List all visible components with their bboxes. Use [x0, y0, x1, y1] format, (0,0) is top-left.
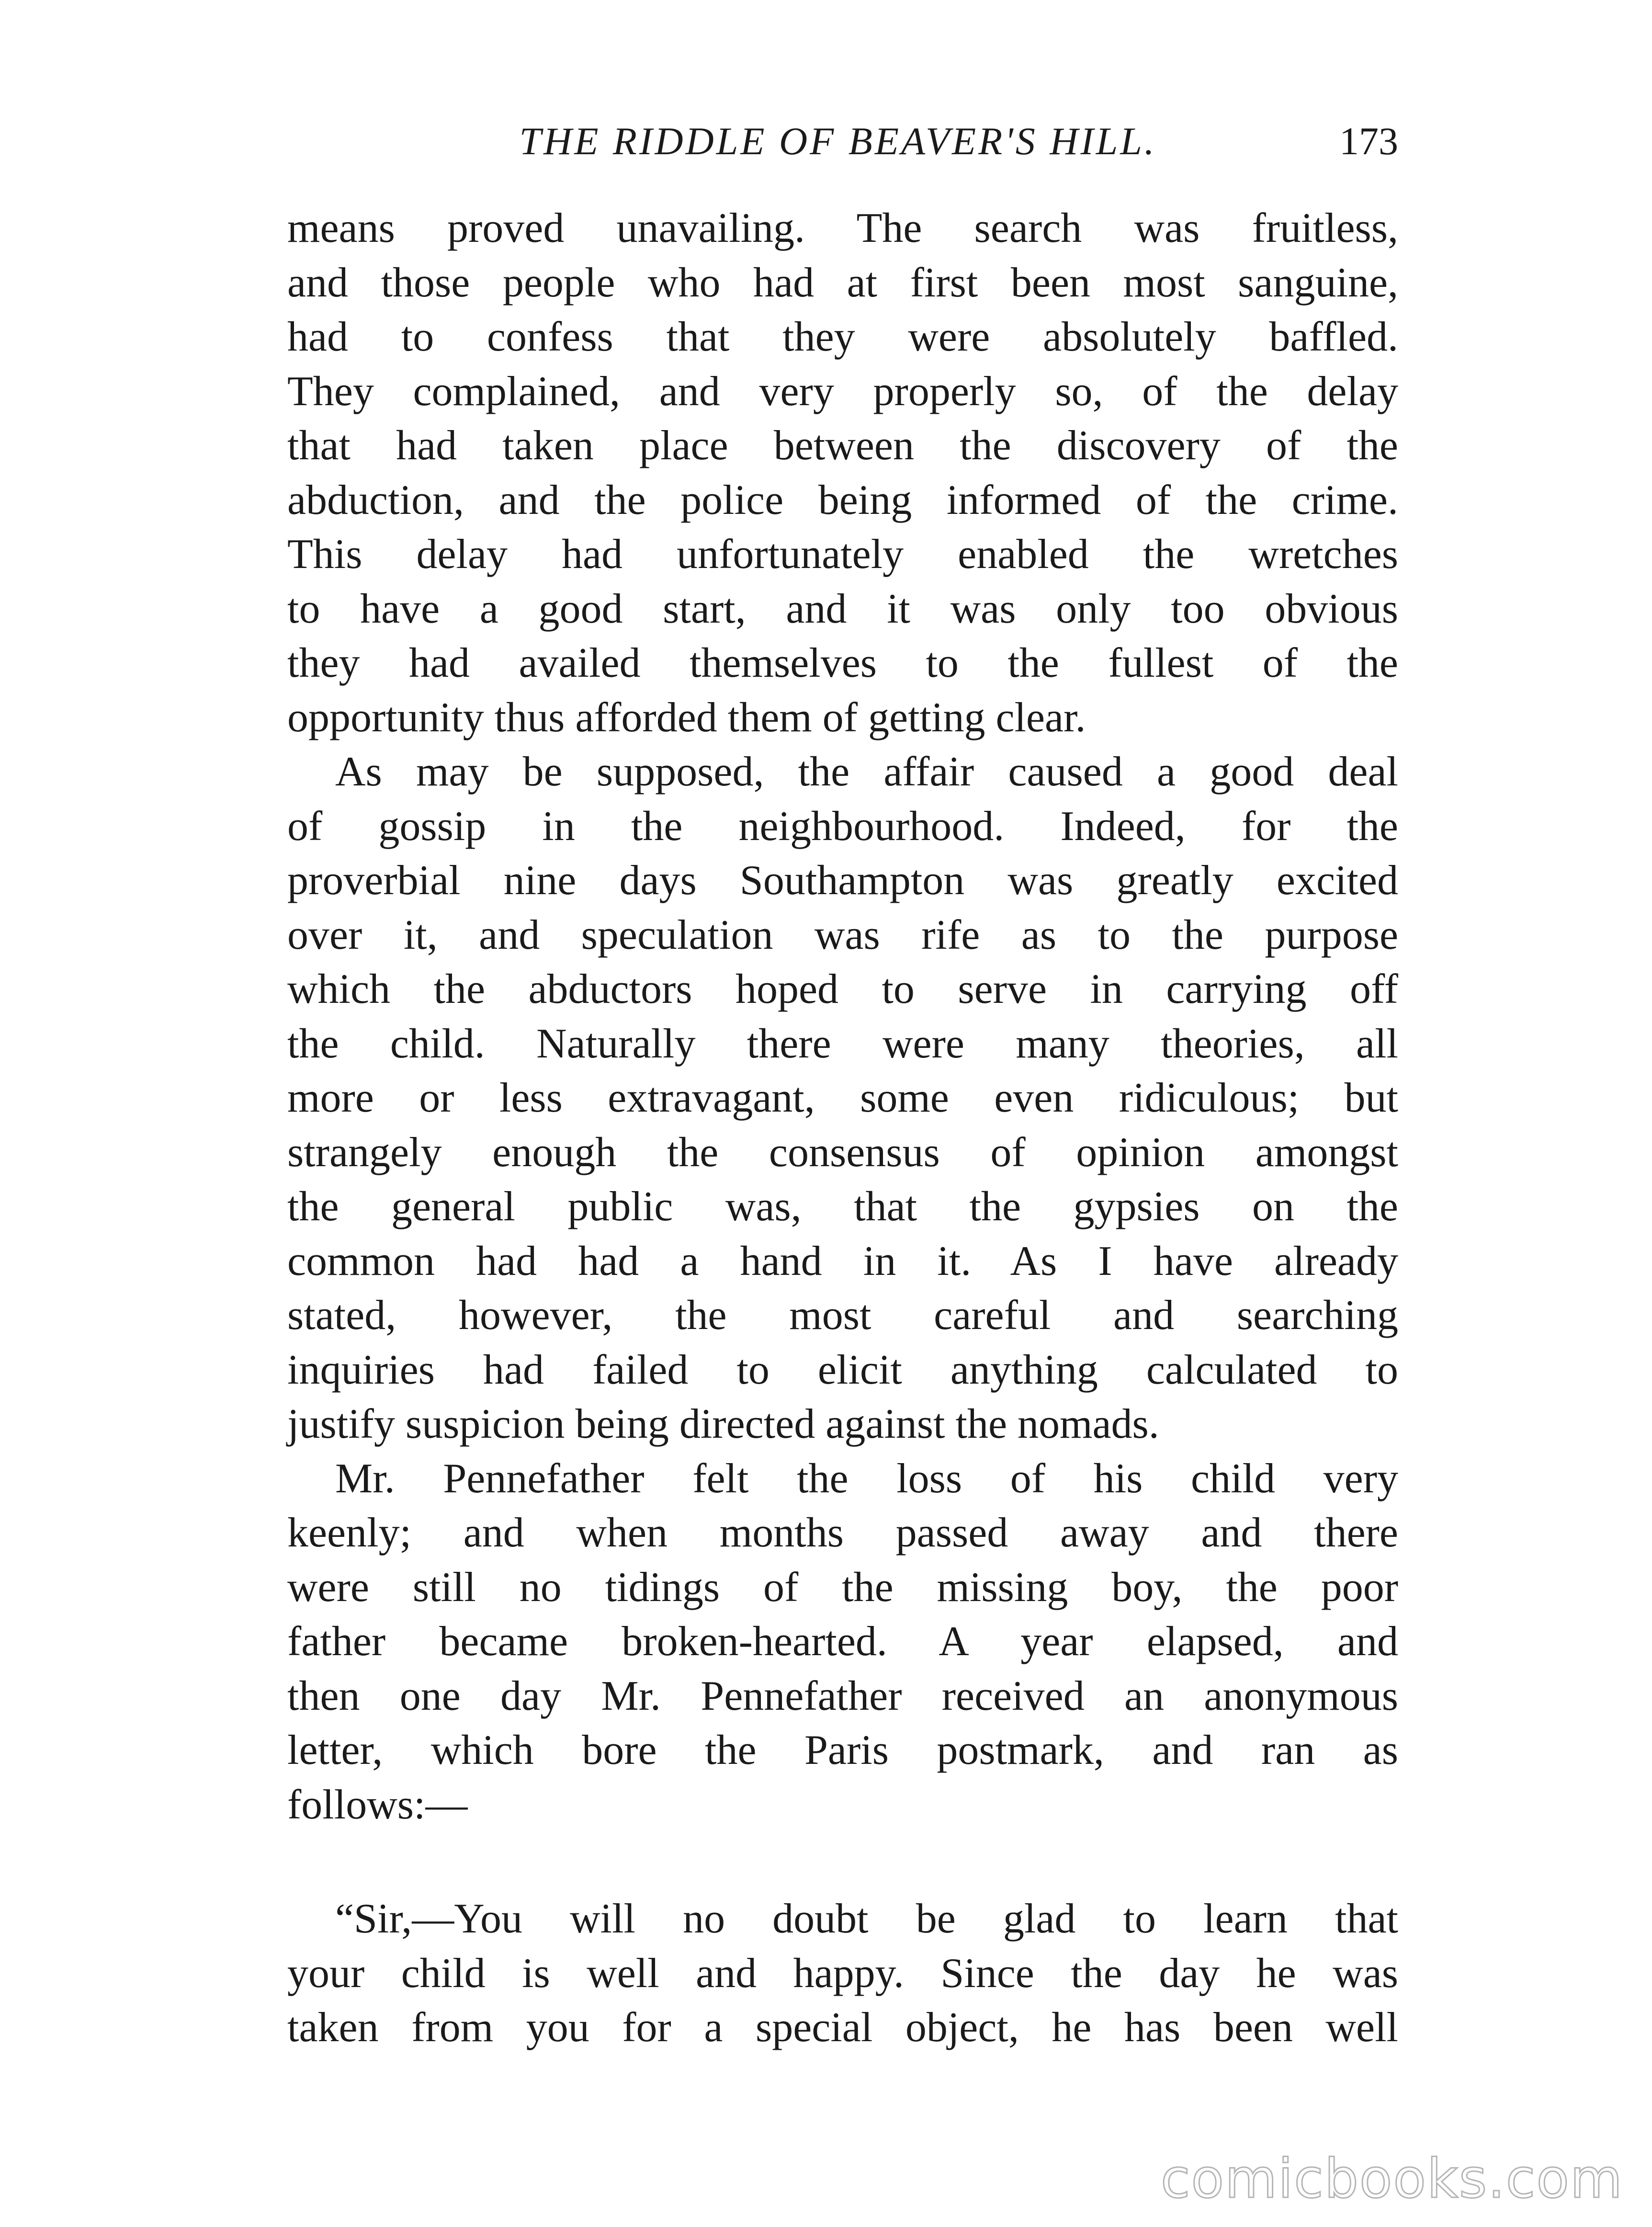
- text-line: stated, however, the most careful and searching: [287, 1292, 1398, 1339]
- watermark: comicbooks.com: [1160, 2148, 1623, 2210]
- paragraph-spacer: [287, 1832, 1398, 1892]
- text-line: the child. Naturally there were many theories, all: [287, 1020, 1398, 1067]
- text-line: of gossip in the neighbourhood. Indeed, for the: [287, 803, 1398, 850]
- page-number: 173: [1339, 119, 1398, 163]
- letter-paragraph: [287, 1892, 1398, 2055]
- text-line: had to confess that they were absolutely baffled.: [287, 314, 1398, 360]
- text-line: to have a good start, and it was only too obvious: [287, 585, 1398, 632]
- text-line: that had taken place between the discovery of the: [287, 422, 1398, 469]
- paragraph-1: [287, 201, 1398, 745]
- text-line: means proved unavailing. The search was fruitless,: [287, 205, 1398, 251]
- text-line: common had had a hand in it. As I have already: [287, 1238, 1398, 1284]
- text-line: over it, and speculation was rife as to the purpose: [287, 911, 1398, 958]
- text-line: This delay had unfortunately enabled the wretches: [287, 531, 1398, 578]
- text-line: more or less extravagant, some even ridiculous; but: [287, 1075, 1398, 1121]
- text-line: inquiries had failed to elicit anything calculated to: [287, 1346, 1398, 1393]
- text-line: opportunity thus afforded them of getting clear.: [287, 694, 1086, 741]
- text-line: your child is well and happy. Since the day he was: [287, 1950, 1398, 1997]
- text-line: They complained, and very properly so, of the delay: [287, 368, 1398, 415]
- text-line: justify suspicion being directed against the nomads.: [287, 1401, 1159, 1447]
- text-line: they had availed themselves to the fullest of the: [287, 640, 1398, 686]
- text-line: were still no tidings of the missing boy, the poor: [287, 1564, 1398, 1611]
- text-line: proverbial nine days Southampton was greatly excited: [287, 857, 1398, 904]
- text-line: abduction, and the police being informed of the crime.: [287, 477, 1398, 523]
- text-line: letter, which bore the Paris postmark, and ran as: [287, 1727, 1398, 1773]
- running-head: [287, 115, 1398, 168]
- text-line: the general public was, that the gypsies on the: [287, 1183, 1398, 1230]
- paragraph-2: [287, 745, 1398, 1452]
- body-text: [287, 201, 1398, 2055]
- text-line: which the abductors hoped to serve in carrying off: [287, 966, 1398, 1012]
- text-line: As may be supposed, the affair caused a good deal: [335, 749, 1398, 795]
- text-line: follows:—: [287, 1781, 468, 1828]
- text-line: then one day Mr. Pennefather received an anonymous: [287, 1672, 1398, 1719]
- text-line: taken from you for a special object, he has been well: [287, 2004, 1398, 2051]
- text-line: keenly; and when months passed away and there: [287, 1510, 1398, 1556]
- text-line: strangely enough the consensus of opinion amongst: [287, 1129, 1398, 1176]
- text-line: Mr. Pennefather felt the loss of his child very: [335, 1455, 1398, 1502]
- running-title: THE RIDDLE OF BEAVER'S HILL.: [519, 119, 1157, 163]
- text-line: “Sir,—You will no doubt be glad to learn that: [335, 1896, 1398, 1942]
- text-line: and those people who had at first been most sanguine,: [287, 259, 1398, 306]
- text-line: father became broken-hearted. A year elapsed, and: [287, 1618, 1398, 1665]
- paragraph-3: [287, 1452, 1398, 1832]
